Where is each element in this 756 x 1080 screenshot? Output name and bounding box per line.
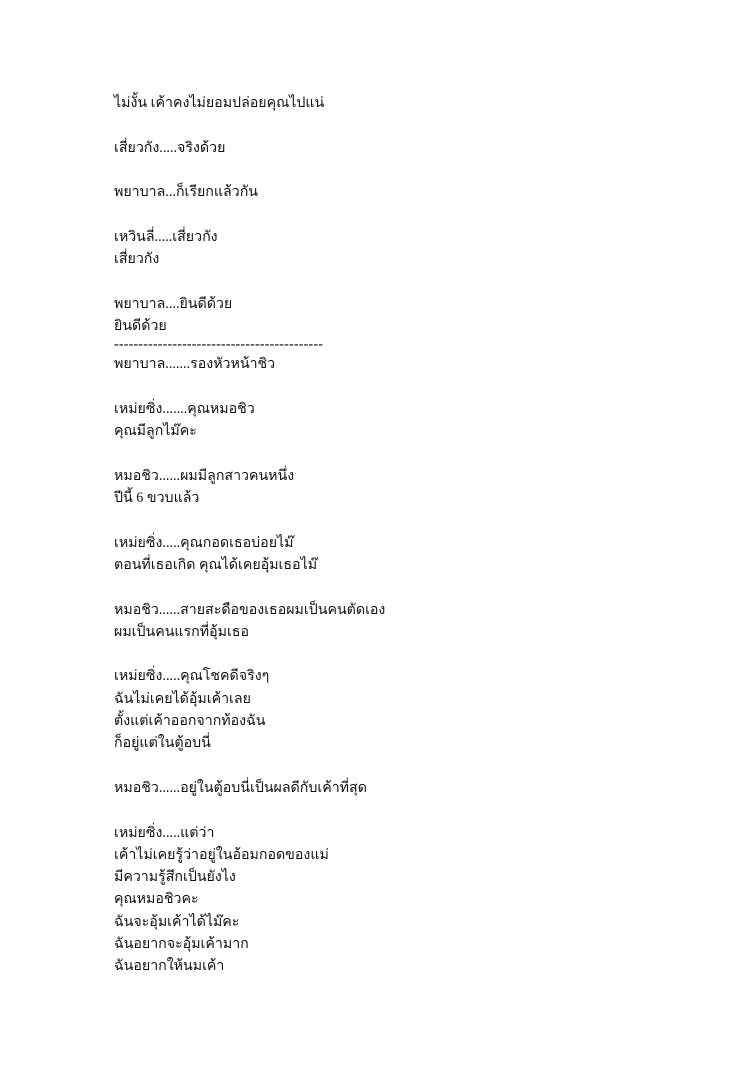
paragraph-gap xyxy=(114,270,674,292)
text-line: เสี่ยวกัง xyxy=(114,251,160,268)
paragraph-gap xyxy=(114,114,674,136)
paragraph-gap xyxy=(114,203,674,225)
paragraph-gap xyxy=(114,643,674,665)
paragraph-gap xyxy=(114,799,674,821)
text-line: ฉันอยากให้นมเค้า xyxy=(114,958,225,975)
paragraph-gap xyxy=(114,442,674,464)
text-line: ฉันอยากจะอุ้มเค้ามาก xyxy=(114,935,249,952)
paragraph-gap xyxy=(114,755,674,777)
text-line: เค้าไม่เคยรู้ว่าอยู่ในอ้อมกอดของแม่ xyxy=(114,846,329,863)
text-line: หมอชิว......ผมมีลูกสาวคนหนึ่ง xyxy=(114,467,295,484)
text-line: พยาบาล.......รองหัวหน้าชิว xyxy=(114,356,276,373)
text-line: เหม่ยซิ่ง.......คุณหมอชิว xyxy=(114,400,255,417)
text-line: เหวินลี่.....เสี่ยวกัง xyxy=(114,228,218,245)
text-line: เหม่ยซิ่ง.....คุณโชคดีจริงๆ xyxy=(114,668,270,685)
text-line: พยาบาล...ก็เรียกแล้วกัน xyxy=(114,184,258,201)
text-line: ไม่งั้น เค้าคงไม่ยอมปล่อยคุณไปแน่ xyxy=(114,95,325,111)
text-line: มีความรู้สึกเป็นยังไง xyxy=(114,869,236,886)
text-line: ตั้งแต่เค้าออกจากท้องฉัน xyxy=(114,713,266,730)
text-line: หมอชิว......สายสะดือของเธอผมเป็นคนตัดเอง xyxy=(114,601,386,618)
paragraph-gap xyxy=(114,159,674,181)
paragraph-gap xyxy=(114,509,674,531)
paragraph-gap xyxy=(114,576,674,598)
text-line: ยินดีด้วย xyxy=(114,317,167,334)
text-line: หมอชิว......อยู่ในตู้อบนี่เป็นผลดีกับเค้าที่สุด xyxy=(114,779,367,796)
text-line: ฉันจะอุ้มเค้าได้ไม๊คะ xyxy=(114,913,240,930)
text-line: คุณหมอชิวคะ xyxy=(114,891,199,908)
section-divider: ------------------------------------------- xyxy=(114,337,324,353)
text-line: เหม่ยซิ่ง.....คุณกอดเธอบ่อยไม๊ xyxy=(114,534,294,551)
paragraph-gap xyxy=(114,376,674,398)
text-line: ปีนี้ 6 ขวบแล้ว xyxy=(114,490,200,507)
script-text xyxy=(114,92,674,978)
text-line: ผมเป็นคนแรกที่อุ้มเธอ xyxy=(114,623,250,640)
text-line: เหม่ยซิ่ง.....แต่ว่า xyxy=(114,824,215,841)
text-line: ก็อยู่แต่ในตู้อบนี่ xyxy=(114,735,211,752)
text-line: เสี่ยวกัง.....จริงด้วย xyxy=(114,139,226,156)
text-line: ฉันไม่เคยได้อุ้มเค้าเลย xyxy=(114,690,251,707)
text-line: พยาบาล....ยินดีด้วย xyxy=(114,295,233,312)
text-line: คุณมีลูกไม๊คะ xyxy=(114,423,197,440)
text-line: ตอนที่เธอเกิด คุณได้เคยอุ้มเธอไม๊ xyxy=(114,556,318,573)
